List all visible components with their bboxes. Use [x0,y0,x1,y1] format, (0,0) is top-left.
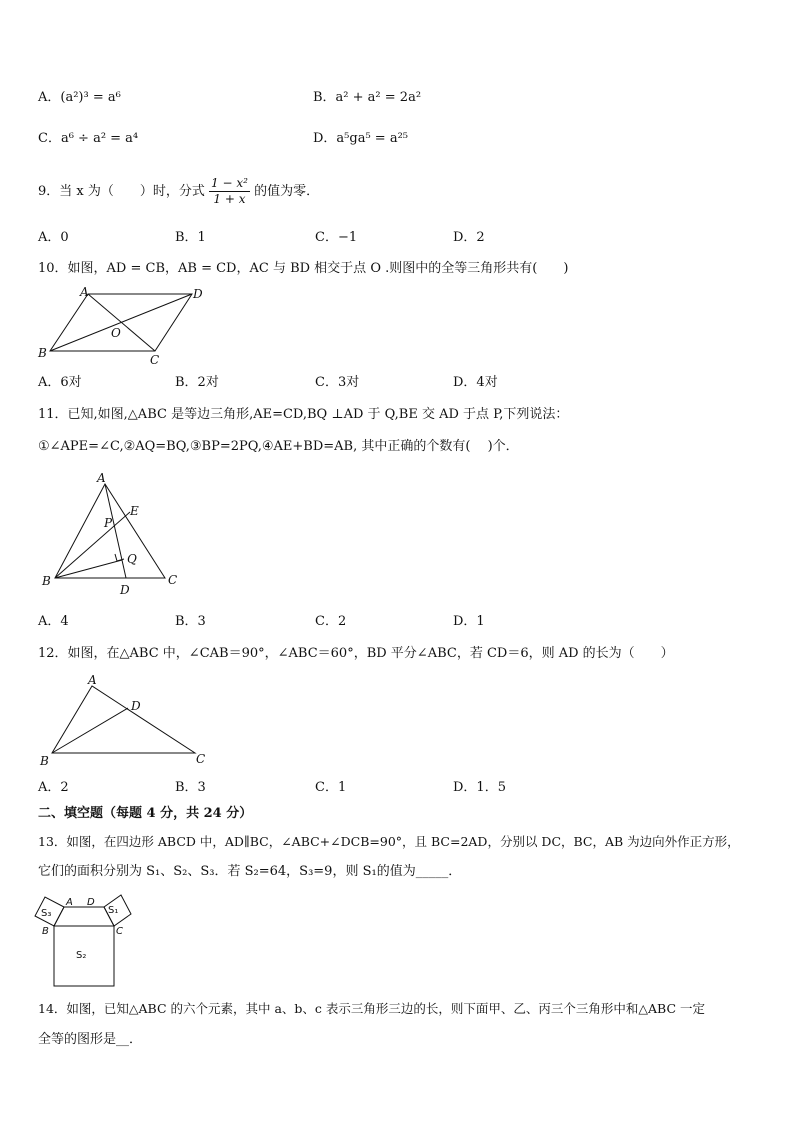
q10-option-d: D．4对 [453,375,498,390]
q13-label-d: D [87,897,95,908]
q10-label-b: B [38,346,47,360]
q10-option-a: A．6对 [38,375,82,390]
q12-option-b: B．3 [175,780,206,795]
q9-denominator: 1 + x [213,192,246,206]
q8-option-c: C．a⁶ ÷ a² = a⁴ [38,131,139,146]
q13-stem-line1: 13．如图，在四边形 ABCD 中，AD∥BC，∠ABC+∠DCB=90°，且 BC=2AD，分别以 DC，BC，AB 为边向外作正方形， [38,834,740,849]
q12-option-a: A．2 [38,780,69,795]
q11-label-e: E [130,504,139,518]
q9-numerator: 1 − x² [211,176,248,190]
q8-option-b: B．a² + a² = 2a² [313,90,422,105]
q13-stem-line2: 它们的面积分别为 S₁、S₂、S₃．若 S₂=64，S₃=9，则 S₁的值为_____． [38,864,462,879]
q12-label-a: A [88,673,97,687]
q11-stem-line1: 11．已知,如图,△ABC 是等边三角形,AE=CD,BQ ⊥AD 于 Q,BE 交 AD 于点 P,下列说法： [38,407,569,422]
q9-option-a: A．0 [38,230,69,245]
q12-option-c: C．1 [315,780,347,795]
q9-prefix: 9．当 x 为（ ）时，分式 [38,184,205,199]
q12-option-d: D．1．5 [453,780,506,795]
q11-option-a: A．4 [38,614,69,629]
q11-label-q: Q [127,552,137,566]
q13-label-c: C [116,926,123,937]
q10-option-c: C．3对 [315,375,360,390]
q11-label-c: C [168,573,178,587]
q10-label-a: A [80,285,89,299]
q14-stem-line2: 全等的图形是__． [38,1032,143,1047]
section-title-fill-in: 二、填空题（每题 4 分，共 24 分） [38,806,253,821]
q10-label-d: D [193,287,203,301]
q13-label-b: B [42,926,49,937]
q10-label-c: C [150,353,160,367]
q11-option-d: D．1 [453,614,485,629]
q10-label-o: O [111,326,121,340]
q8-option-d: D．a⁵ga⁵ = a²⁵ [313,131,408,146]
q11-label-a: A [97,471,106,485]
q10-option-b: B．2对 [175,375,219,390]
q9-suffix: 的值为零． [254,184,320,199]
q12-label-d: D [131,699,141,713]
q13-label-s3: S₃ [41,908,52,919]
q13-label-a: A [66,897,73,908]
q9-option-c: C．−1 [315,230,358,245]
q9-option-d: D．2 [453,230,485,245]
q12-label-c: C [196,752,206,766]
q11-label-d: D [120,583,130,597]
q11-label-p: P [104,516,113,530]
q11-stem-line2: ①∠APE=∠C,②AQ=BQ,③BP=2PQ,④AE+BD=AB, 其中正确的个数有( )个． [38,439,519,454]
q11-option-b: B．3 [175,614,206,629]
q12-label-b: B [40,754,49,768]
q10-stem: 10．如图，AD = CB，AB = CD，AC 与 BD 相交于点 O .则图中的全等三角形共有( ) [38,261,569,276]
q12-stem: 12．如图，在△ABC 中，∠CAB＝90°，∠ABC＝60°，BD 平分∠ABC，若 CD＝6，则 AD 的长为（ ） [38,646,674,661]
q9-option-b: B．1 [175,230,206,245]
q8-option-a: A．(a²)³ = a⁶ [38,90,121,105]
q13-label-s2: S₂ [76,950,87,961]
q14-stem-line1: 14．如图，已知△ABC 的六个元素，其中 a、b、c 表示三角形三边的长，则下面甲、乙、丙三个三角形中和△ABC 一定 [38,1001,706,1016]
q13-label-s1: S₁ [108,905,119,916]
q11-option-c: C．2 [315,614,347,629]
q11-label-b: B [42,574,51,588]
